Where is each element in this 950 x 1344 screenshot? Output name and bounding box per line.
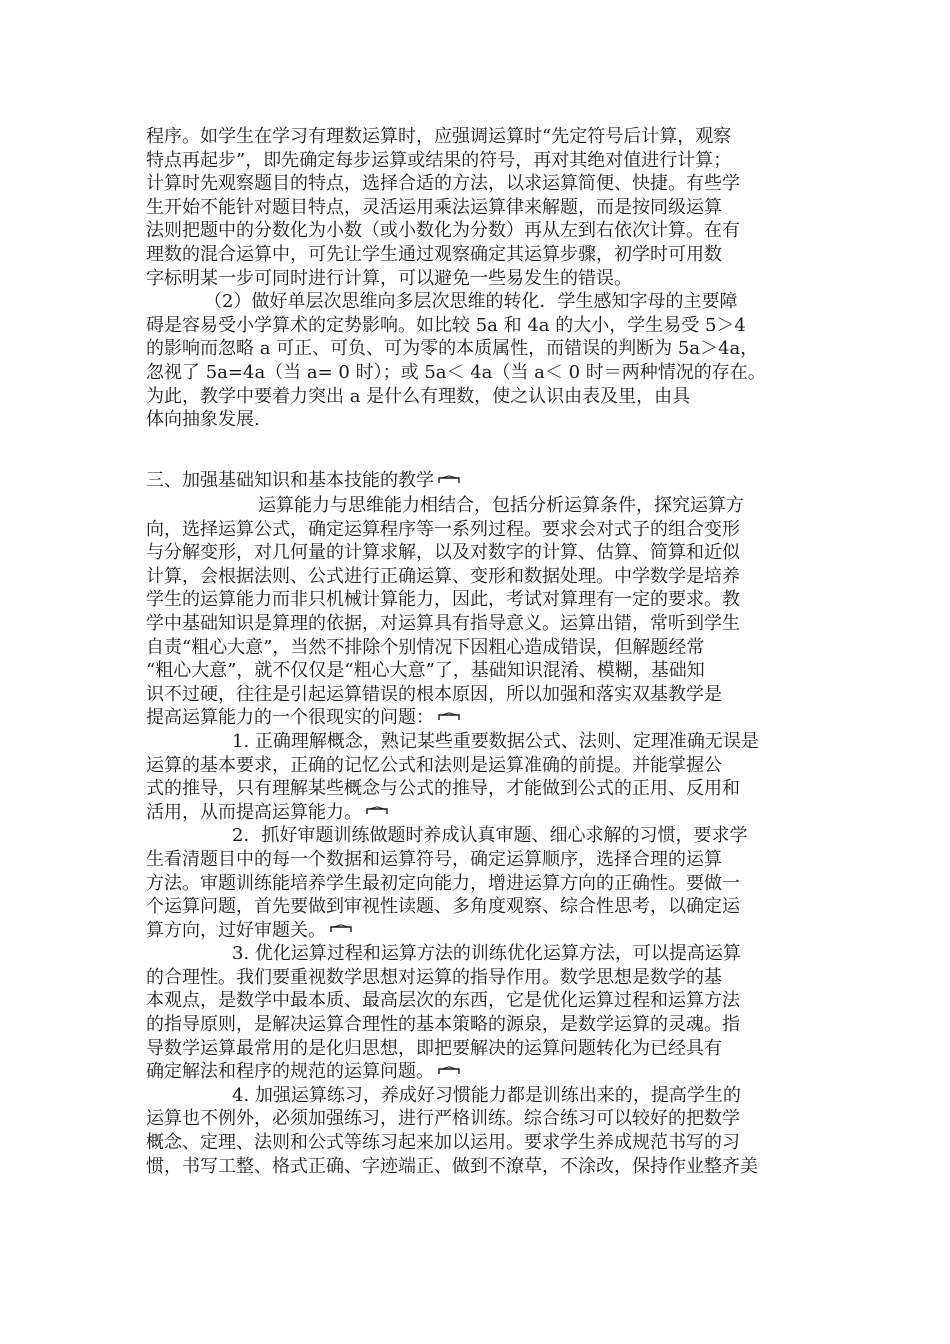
text-line: 提高运算能力的一个很现实的问题： [146,707,434,729]
text-line: 计算，会根据法则、公式进行正确运算、变形和数据处理。中学数学是培养 [146,565,740,587]
text-line: 法则把题中的分数化为小数（或小数化为分数）再从左到右依次计算。在有 [146,220,740,242]
text-line: 个运算问题，首先要做到审视性读题、多角度观察、综合性思考，以确定运 [146,896,740,918]
text-line: 自责“粗心大意”，当然不排除个别情况下因粗心造成错误，但解题经常 [146,636,705,658]
text-line: 活用，从而提高运算能力。 [146,801,362,823]
text-line: 与分解变形，对几何量的计算求解，以及对数字的计算、估算、简算和近似 [146,542,740,564]
text-line: 式的推导，只有理解某些概念与公式的推导，才能做到公式的正用、反用和 [146,778,740,800]
text-line: 的合理性。我们要重视数学思想对运算的指导作用。数学思想是数学的基 [146,966,722,988]
paragraph-mark-icon [438,1066,460,1075]
text-line: 字标明某一步可同时进行计算，可以避免一些易发生的错误。 [146,267,632,289]
text-line: 确定解法和程序的规范的运算问题。 [146,1061,434,1083]
text-line: 为此，教学中要着力突出 a 是什么有理数，使之认识由表及里，由具 [146,385,691,407]
text-line: 的指导原则，是解决运算合理性的基本策略的源泉，是数学运算的灵魂。指 [146,1014,740,1036]
text-line: 识不过硬，往往是引起运算错误的根本原因，所以加强和落实双基教学是 [146,683,722,705]
text-line: 惯，书写工整、格式正确、字迹端正、做到不潦草，不涂改，保持作业整齐美 [146,1155,758,1177]
text-line: 生看清题目中的每一个数据和运算符号，确定运算顺序，选择合理的运算 [146,848,722,870]
text-line: 3. 优化运算过程和运算方法的训练优化运算方法，可以提高运算 [232,943,741,965]
text-line: 2．抓好审题训练做题时养成认真审题、细心求解的习惯，要求学 [232,825,748,847]
text-line: 的影响而忽略 a 可正、可负、可为零的本质属性，而错误的判断为 5a＞4a， [146,338,759,360]
text-line: “粗心大意”，就不仅仅是“粗心大意”了，基础知识混淆、模糊，基础知 [146,660,705,682]
paragraph-block-basics [146,494,816,1178]
paragraph-mark-icon [438,712,460,721]
section-heading [146,469,816,493]
text-line: 程序。如学生在学习有理数运算时，应强调运算时“先定符号后计算，观察 [146,126,732,147]
text-line: 碍是容易受小学算术的定势影响。如比较 5a 和 4a 的大小，学生易受 5＞4 [146,314,746,336]
text-line: 向，选择运算公式，确定运算程序等一系列过程。要求会对式子的组合变形 [146,518,740,540]
text-line: 生开始不能针对题目特点，灵活运用乘法运算律来解题，而是按同级运算 [146,196,722,218]
text-line: 忽视了 5a=4a（当 a= 0 时）；或 5a＜ 4a（当 a＜ 0 时＝两种情况的存在。 [146,361,766,383]
text-line: （2）做好单层次思维向多层次思维的转化．学生感知字母的主要障 [204,291,738,313]
text-line: 概念、定理、法则和公式等练习起来加以运用。要求学生养成规范书写的习 [146,1132,740,1154]
text-line: 导数学运算最常用的是化归思想，即把要解决的运算问题转化为已经具有 [146,1037,722,1059]
text-line: 特点再起步”，即先确定每步运算或结果的符号，再对其绝对值进行计算； [146,149,732,171]
paragraph-mark-icon [438,475,460,484]
text-line: 体向抽象发展. [146,409,260,431]
section-heading-text: 三、加强基础知识和基本技能的教学 [146,470,434,491]
text-line: 本观点，是数学中最本质、最高层次的东西，它是优化运算过程和运算方法 [146,990,740,1012]
text-line: 计算时先观察题目的特点，选择合适的方法，以求运算简便、快捷。有些学 [146,173,740,195]
paragraph-mark-icon [330,924,352,933]
text-line: 理数的混合运算中，可先让学生通过观察确定其运算步骤，初学时可用数 [146,243,722,265]
text-line: 方法。审题训练能培养学生最初定向能力，增进运算方向的正确性。要做一 [146,872,740,894]
text-line: 算方向，过好审题关。 [146,919,326,941]
text-line: 运算也不例外，必须加强练习，进行严格训练。综合练习可以较好的把数学 [146,1108,740,1130]
paragraph-mark-icon [366,806,388,815]
paragraph-block-arithmetic [146,125,816,432]
text-line: 运算的基本要求，正确的记忆公式和法则是运算准确的前提。并能掌握公 [146,754,722,776]
text-line: 1. 正确理解概念，熟记某些重要数据公式、法则、定理准确无误是 [232,730,759,752]
text-line: 学中基础知识是算理的依据，对运算具有指导意义。运算出错，常听到学生 [146,612,740,634]
text-line: 学生的运算能力而非只机械计算能力，因此，考试对算理有一定的要求。教 [146,589,740,611]
text-line: 4. 加强运算练习，养成好习惯能力都是训练出来的，提高学生的 [232,1084,741,1106]
text-line: 运算能力与思维能力相结合，包括分析运算条件，探究运算方 [258,495,744,516]
